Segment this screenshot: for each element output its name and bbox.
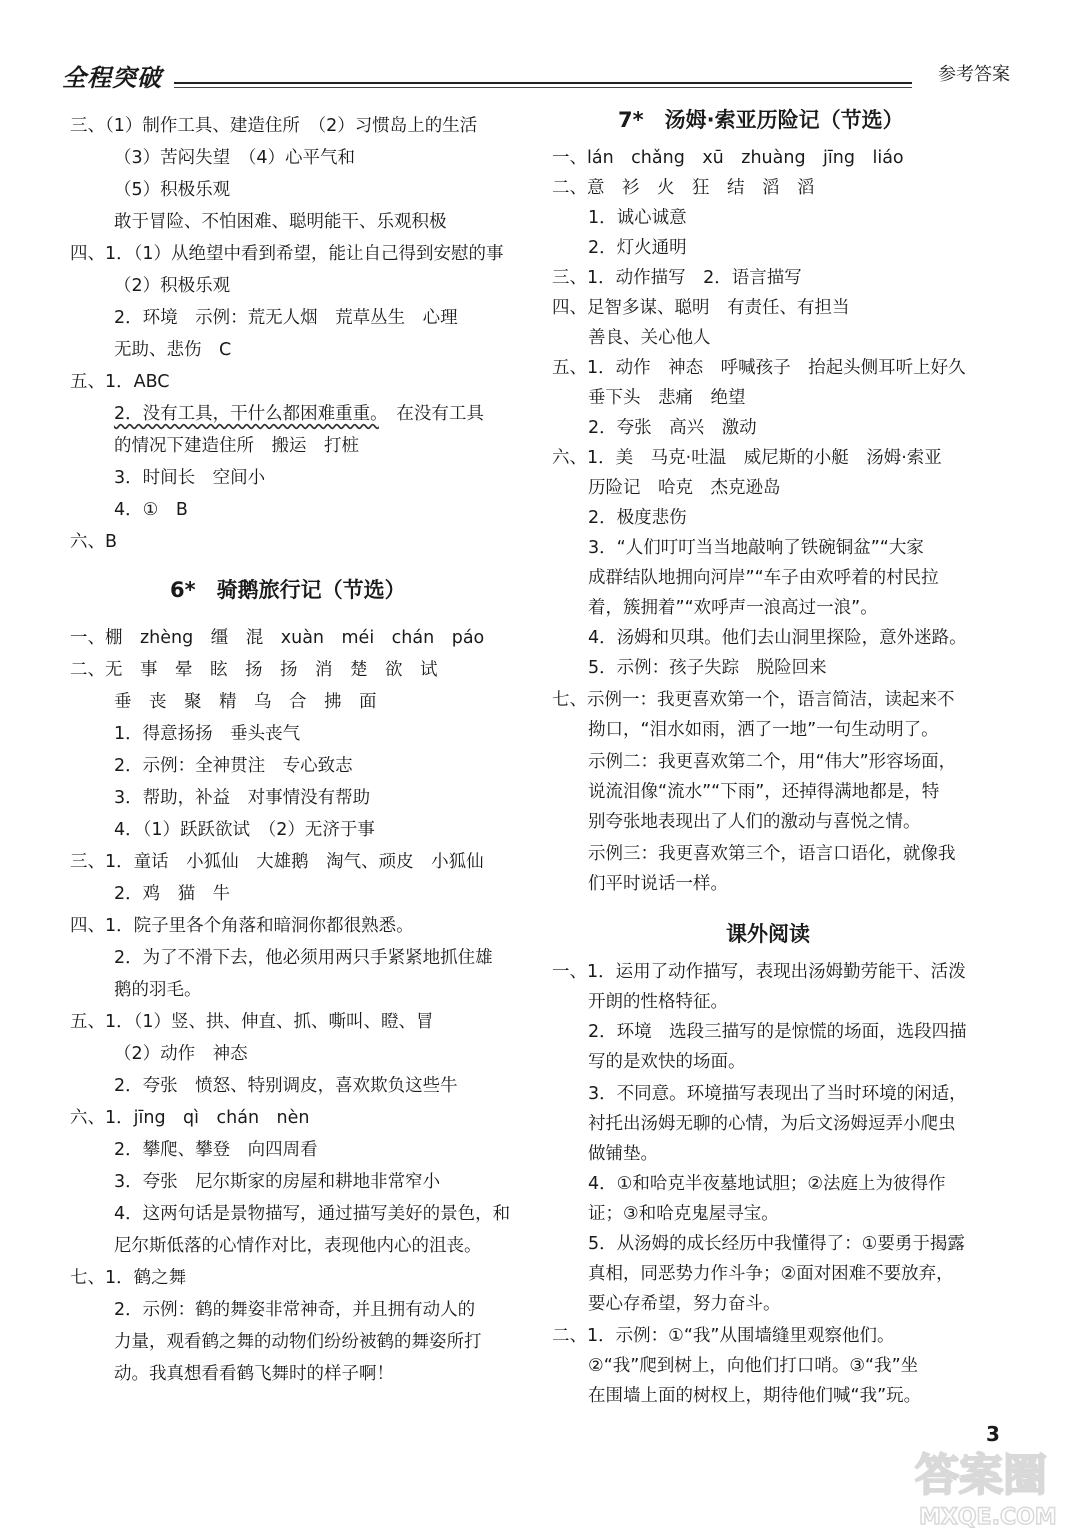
watermark-logo [905, 1440, 1075, 1530]
answer-line: 垂下头 悲痛 绝望 [588, 388, 746, 408]
answer-line: 2．攀爬、攀登 向四周看 [114, 1140, 318, 1160]
answer-line: 七、示例一：我更喜欢第一个，语言简洁，读起来不 [552, 690, 955, 710]
answer-line: 2．没有工具，干什么都困难重重。 在没有工具 [114, 404, 484, 424]
answer-line: 六、1．jīng qì chán nèn [70, 1108, 310, 1128]
answer-line: 要心存希望，努力奋斗。 [588, 1294, 781, 1314]
answer-line: 2．鸡 猫 牛 [114, 884, 231, 904]
svg-text:MXQE.COM: MXQE.COM [919, 1505, 1057, 1530]
answer-line: 别夸张地表现出了人们的激动与喜悦之情。 [588, 812, 921, 832]
answer-line: 1．得意扬扬 垂头丧气 [114, 724, 301, 744]
header-rule-thin [174, 87, 912, 88]
answer-line: 尼尔斯低落的心情作对比，表现他内心的沮丧。 [114, 1236, 482, 1256]
answer-line: 二、1．示例：①“我”从围墙缝里观察他们。 [552, 1326, 895, 1346]
answer-line: 做铺垫。 [588, 1144, 658, 1164]
answer-line: 无助、悲伤 C [114, 340, 232, 360]
answer-line: 3．不同意。环境描写表现出了当时环境的闲适， [588, 1084, 967, 1104]
answer-line: 六、B [70, 532, 118, 552]
answer-line: 敢于冒险、不怕困难、聪明能干、乐观积极 [114, 212, 447, 232]
answer-line: 2．环境 选段三描写的是惊慌的场面，选段四描 [588, 1022, 967, 1042]
answer-line: 4．①和哈克半夜墓地试胆；②法庭上为彼得作 [588, 1174, 946, 1194]
answer-line: 写的是欢快的场面。 [588, 1052, 746, 1072]
answer-line: 3．“人们叮叮当当地敲响了铁碗铜盆”“大家 [588, 538, 924, 558]
brand-logo: 全程突破 [62, 64, 162, 92]
answer-line: 3．时间长 空间小 [114, 468, 266, 488]
answer-line: 2．夸张 愤怒、特别调皮，喜欢欺负这些牛 [114, 1076, 458, 1096]
answer-line: 示例三：我更喜欢第三个，语言口语化，就像我 [588, 844, 956, 864]
answer-line: 开朗的性格特征。 [588, 992, 728, 1012]
answer-line: 鹅的羽毛。 [114, 980, 202, 1000]
answer-line: 说流泪像“流水”“下雨”，还掉得满地都是，特 [588, 782, 940, 802]
answer-line: （2）动作 神态 [114, 1044, 248, 1064]
answer-line: 4．① B [114, 500, 188, 520]
answer-line: 证；③和哈克鬼屋寻宝。 [588, 1204, 779, 1224]
answer-line: 动。我真想看看鹤飞舞时的样子啊！ [114, 1364, 394, 1384]
answer-line: 1．诚心诚意 [588, 208, 687, 228]
answer-line: 四、足智多谋、聪明 有责任、有担当 [552, 298, 850, 318]
answer-line: 4．（1）跃跃欲试 （2）无济于事 [114, 820, 375, 840]
answer-line: （5）积极乐观 [114, 180, 231, 200]
answer-line: 四、1．院子里各个角落和暗洞你都很熟悉。 [70, 916, 414, 936]
page-header [62, 58, 1010, 92]
answer-line: 的情况下建造住所 搬运 打桩 [114, 436, 359, 456]
answer-line: 示例二：我更喜欢第二个，用“伟大”形容场面， [588, 752, 957, 772]
page-number: 3 [986, 1422, 1000, 1446]
answer-line: 四、1．（1）从绝望中看到希望，能让自己得到安慰的事 [70, 244, 504, 264]
answer-line: ②“我”爬到树上，向他们打口哨。③“我”坐 [588, 1356, 919, 1376]
answer-line: 七、1．鹤之舞 [70, 1268, 187, 1288]
answer-line: 们平时说话一样。 [588, 874, 728, 894]
answer-line: 三、1．动作描写 2．语言描写 [552, 268, 802, 288]
answer-line: （3）苦闷失望 （4）心平气和 [114, 148, 356, 168]
answer-line: 一、棚 zhèng 缰 混 xuàn méi chán páo [70, 628, 485, 648]
answer-line: 二、无 事 晕 眩 扬 扬 消 楚 欲 试 [70, 660, 438, 680]
answer-line: 一、lán chǎng xū zhuàng jīng liáo [552, 148, 904, 168]
answer-line: 真相，同恶势力作斗争；②面对困难不要放弃， [588, 1264, 954, 1284]
answer-line: 二、意 衫 火 狂 结 滔 滔 [552, 178, 815, 198]
answer-line: 善良、关心他人 [588, 328, 711, 348]
svg-text:答案圈: 答案圈 [915, 1450, 1047, 1501]
answer-line: 一、1．运用了动作描写，表现出汤姆勤劳能干、活泼 [552, 962, 966, 982]
answer-line: 三、1．童话 小狐仙 大雄鹅 淘气、顽皮 小狐仙 [70, 852, 484, 872]
answer-line: 2．夸张 高兴 激动 [588, 418, 757, 438]
answer-line: 5．示例：孩子失踪 脱险回来 [588, 658, 827, 678]
answer-line: 在围墙上面的树杈上，期待他们喊“我”玩。 [588, 1386, 922, 1406]
answer-line: 2．示例：鹤的舞姿非常神奇，并且拥有动人的 [114, 1300, 476, 1320]
answer-line: 2．示例：全神贯注 专心致志 [114, 756, 353, 776]
answer-line: 2．极度悲伤 [588, 508, 687, 528]
answer-line: 着，簇拥着”“欢呼声一浪高过一浪”。 [588, 598, 878, 618]
answer-line: （2）积极乐观 [114, 276, 231, 296]
section-label: 参考答案 [938, 64, 1010, 85]
answer-line: 2．为了不滑下去，他必须用两只手紧紧地抓住雄 [114, 948, 493, 968]
answer-line: 五、1．动作 神态 呼喊孩子 抬起头侧耳听上好久 [552, 358, 966, 378]
answer-line: 4．汤姆和贝琪。他们去山洞里探险，意外迷路。 [588, 628, 967, 648]
header-rule [174, 82, 912, 84]
answer-line: 五、1．ABC [70, 372, 170, 392]
answer-line: 2．环境 示例：荒无人烟 荒草丛生 心理 [114, 308, 458, 328]
answer-line: 拗口，“泪水如雨，洒了一地”一句生动明了。 [588, 720, 939, 740]
answer-line: 垂 丧 聚 精 乌 合 拂 面 [114, 692, 377, 712]
lesson-title: 7* 汤姆·索亚历险记（节选） [618, 108, 904, 132]
answer-line: 五、1．（1）竖、拱、伸直、抓、嘶叫、瞪、冒 [70, 1012, 434, 1032]
answer-line: 3．帮助，补益 对事情没有帮助 [114, 788, 371, 808]
answer-line: 2．灯火通明 [588, 238, 687, 258]
answer-line: 3．夸张 尼尔斯家的房屋和耕地非常窄小 [114, 1172, 441, 1192]
answer-line: 成群结队地拥向河岸”“车子由欢呼着的村民拉 [588, 568, 939, 588]
answer-line: 三、（1）制作工具、建造住所 （2）习惯岛上的生活 [70, 116, 478, 136]
answer-line: 力量，观看鹤之舞的动物们纷纷被鹤的舞姿所打 [114, 1332, 482, 1352]
lesson-title: 6* 骑鹅旅行记（节选） [170, 578, 406, 602]
answer-line: 5．从汤姆的成长经历中我懂得了：①要勇于揭露 [588, 1234, 965, 1254]
answer-line: 衬托出汤姆无聊的心情，为后文汤姆逗弄小爬虫 [588, 1114, 956, 1134]
answer-line: 六、1．美 马克·吐温 威尼斯的小艇 汤姆·索亚 [552, 448, 942, 468]
answer-line: 历险记 哈克 杰克逊岛 [588, 478, 781, 498]
section-title: 课外阅读 [726, 922, 810, 946]
answer-line: 4．这两句话是景物描写，通过描写美好的景色，和 [114, 1204, 511, 1224]
